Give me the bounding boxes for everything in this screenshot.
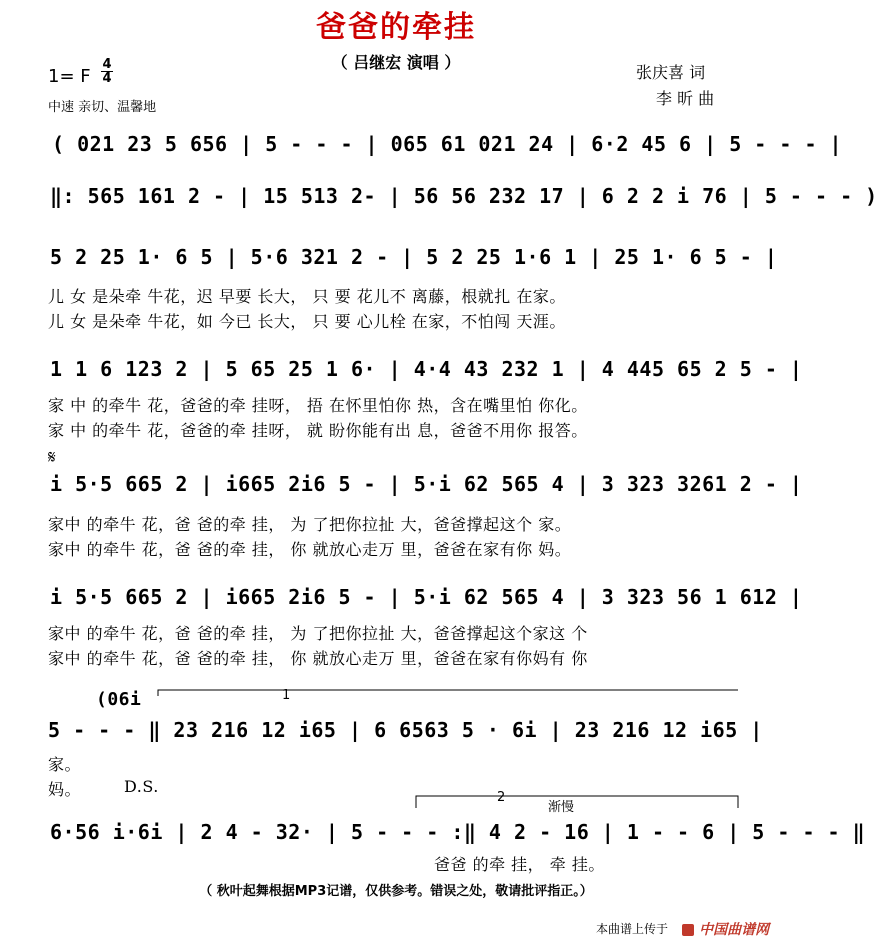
- site-logo-text: 中国曲谱网: [699, 922, 770, 938]
- score-row-6: i 5·5 665 2 | i665 2i6 5 - | 5·i 62 565 4 | 3 323 56 1 612 |: [50, 585, 803, 609]
- lyrics-row-5-verse-1: 家中 的牵牛 花，爸 爸的牵 挂， 为 了把你拉扯 大，爸爸撑起这个 家。: [48, 515, 572, 534]
- page-title: 爸爸的牵挂: [316, 10, 476, 45]
- key-signature: 1= F: [48, 66, 91, 87]
- footnote: （ 秋叶起舞根据MP3记谱，仅供参考。错误之处，敬请批评指正。）: [199, 884, 593, 899]
- time-signature-top: 4: [102, 57, 112, 72]
- lyrics-row-6-verse-2: 家中 的牵牛 花，爸 爸的牵 挂， 你 就放心走万 里，爸爸在家有你妈有 你: [48, 649, 588, 668]
- performer-subtitle: （ 吕继宏 演唱 ）: [331, 53, 461, 72]
- tempo-marking: 中速 亲切、温馨地: [48, 100, 157, 115]
- volta-2-label: 2: [497, 790, 506, 805]
- score-row-4: 1 1 6 123 2 | 5 65 25 1 6· | 4·4 43 232 1 | 4 445 65 2 5 - |: [50, 357, 803, 381]
- da-segno-marking: D.S.: [124, 777, 159, 796]
- volta-2-bracket: [416, 796, 738, 808]
- lyrics-row-5-verse-2: 家中 的牵牛 花，爸 爸的牵 挂， 你 就放心走万 里，爸爸在家有你 妈。: [48, 540, 572, 559]
- lyrics-row-6-verse-1: 家中 的牵牛 花，爸 爸的牵 挂， 为 了把你拉扯 大，爸爸撑起这个家这 个: [48, 624, 588, 643]
- volta-1-label: 1: [282, 688, 291, 703]
- lyrics-row-3-verse-1: 儿 女 是朵牵 牛花，迟 早要 长大， 只 要 花儿不 离藤，根就扎 在家。: [48, 287, 566, 306]
- ritardando-marking: 渐慢: [548, 800, 575, 815]
- upload-note: 本曲谱上传于: [596, 922, 669, 936]
- lyricist-credit: 张庆喜 词: [636, 63, 706, 82]
- composer-credit: 李 昕 曲: [656, 89, 715, 108]
- lyrics-row-4-verse-2: 家 中 的牵牛 花，爸爸的牵 挂呀， 就 盼你能有出 息，爸爸不用你 报答。: [48, 421, 588, 440]
- time-signature-bottom: 4: [102, 71, 112, 86]
- pickup-notes: (06i: [96, 689, 142, 710]
- segno-sign: 𝄋: [48, 447, 56, 468]
- lyrics-row-8: 爸爸 的牵 挂， 牵 挂。: [434, 855, 605, 874]
- score-row-3: 5 2 25 1· 6 5 | 5·6 321 2 - | 5 2 25 1·6 1 | 25 1· 6 5 - |: [50, 245, 778, 269]
- lyrics-row-7-verse-1: 家。: [48, 755, 82, 774]
- score-row-5: i 5·5 665 2 | i665 2i6 5 - | 5·i 62 565 4 | 3 323 3261 2 - |: [50, 472, 803, 496]
- lyrics-row-4-verse-1: 家 中 的牵牛 花，爸爸的牵 挂呀， 捂 在怀里怕你 热，含在嘴里怕 你化。: [48, 396, 588, 415]
- volta-1-bracket: [158, 690, 738, 696]
- lyrics-row-7-verse-2: 妈。: [48, 780, 82, 799]
- score-row-1: ( 021 23 5 656 | 5 - - - | 065 61 021 24 | 6·2 45 6 | 5 - - - |: [52, 132, 843, 156]
- score-row-7: 5 - - - ‖ 23 216 12 i65 | 6 6563 5 · 6i | 23 216 12 i65 |: [48, 718, 763, 742]
- lyrics-row-3-verse-2: 儿 女 是朵牵 牛花，如 今已 长大， 只 要 心儿栓 在家，不怕闯 天涯。: [48, 312, 566, 331]
- score-row-2: ‖: 565 161 2 - | 15 513 2- | 56 56 232 17 | 6 2 2 i 76 | 5 - - - ): [50, 184, 878, 208]
- score-row-8: 6·56 i·6i | 2 4 - 32· | 5 - - - :‖ 4 2 - 16 | 1 - - 6 | 5 - - - ‖: [50, 820, 866, 844]
